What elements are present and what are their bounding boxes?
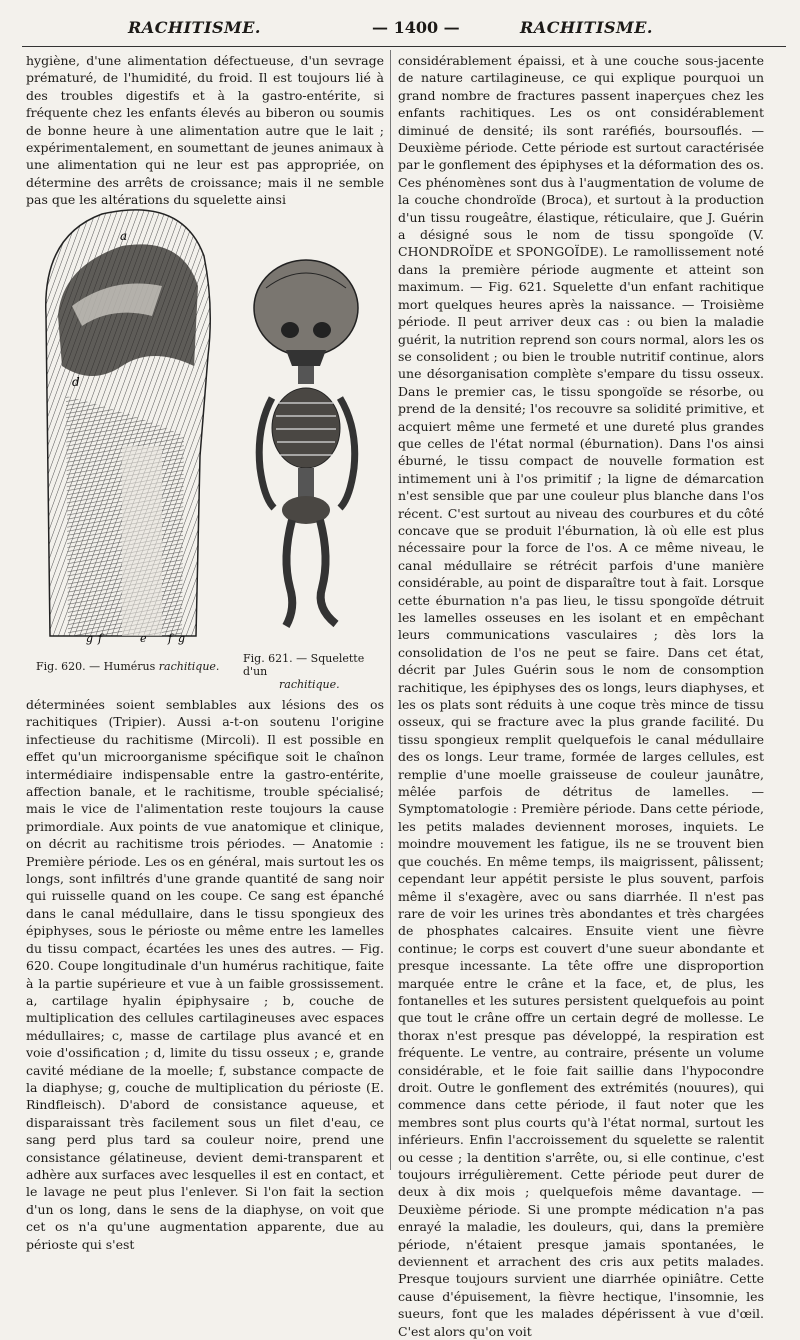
column-divider xyxy=(390,50,391,1170)
column-left-bottom-text xyxy=(26,696,384,1252)
column-right-text xyxy=(398,52,764,1339)
paragraph: considérablement épaissi, et à une couche sous-jacente de nature cartilagineuse, ce qui explique pourquoi un grand nombre de fractures passent inaperçues chez les enfants rachitiques. Les os ont considérablement diminué de densité; ils sont raréfiés, boursouflés. — Deuxième période. Cette période est surtout caractérisée par le gonflement des épiphyses et la déformation des os. Ces phénomènes sont dus à l'augmentation de volume de la couche chondroïde (Broca), et surtout à la production d'un tissu rougeâtre, élastique, réticulaire, que J. Guérin a désigné sous le nom de tissu spongoïde (V. CHONDROÏDE et SPONGOÏDE). Le ramollissement noté dans la première période augmente et atteint son maximum. — Fig. 621. Squelette d'un enfant rachitique mort quelques heures après la naissance. — Troisième période. Il peut arriver deux cas : ou bien la maladie guérit, la nutrition reprend son cours normal, alors les os se consolident ; ou bien le trouble nutritif continue, alors une désorganisation complète s'empare du tissu osseux. Dans le premier cas, le tissu spongoïde se résorbe, ou prend de la densité; l'os recouvre sa solidité primitive, et acquiert même une fermeté et une dureté plus grandes que celles de l'état normal (éburnation). Dans l'os ainsi éburné, le tissu compact de nouvelle formation est intimement uni à l'os primitif ; la ligne de démarcation n'est sensible que par une couleur plus blanche dans l'os récent. C'est surtout au niveau des courbures et du côté concave que se produit l'éburnation, là où elle est plus nécessaire pour la force de l'os. A ce même niveau, le canal médullaire se rétrécit parfois d'une manière considérable, au point de disparaître tout à fait. Lorsque cette éburnation n'a pas lieu, le tissu spongoïde détruit les lamelles osseuses en les isolant et en empêchant leurs communications vasculaires ; dès lors la consolidation de l'os ne peut se faire. Dans cet état, décrit par Jules Guérin sous le nom de consomption rachitique, les épiphyses des os longs, leurs diaphyses, et les os plats sont réduits à une coque très mince de tissu osseux, qui se fracture avec la plus grande facilité. Du tissu spongieux remplit quelquefois le canal médullaire des os longs. Leur trame, formée de larges cellules, est remplie d'une moelle graisseuse de couleur jaunâtre, mêlée parfois de détritus de lamelles. — Symptomatologie : Première période. Dans cette période, les petits malades deviennent moroses, inquiets. Le moindre mouvement les fatigue, ils ne se trouvent bien que couchés. En même temps, ils maigrissent, pâlissent; cependant leur appétit persiste le plus souvent, parfois même il s'exagère, avec ou sans diarrhée. Il n'est pas rare de voir les urines très abondantes et très chargées de phosphates calcaires. Ensuite vient une fièvre continue; le corps est couvert d'une sueur abondante et presque incessante. La tête offre une disproportion marquée entre le crâne et la face, et, de plus, les fontanelles et les sutures persistent quelquefois au point que tout le crâne offre un certain degré de mollesse. Le thorax n'est presque pas développé, la respiration est fréquente. Le ventre, au contraire, présente un volume considérable, et le foie fait saillie dans l'hypocondre droit. Outre le gonflement des extrémités (nouures), qui commence dans cette période, il faut noter que les membres sont plus courts qu'à l'état normal, surtout les inférieurs. Enfin l'accroissement du squelette se ralentit ou cesse ; la dentition s'arrête, ou, si elle continue, c'est toujours irrégulièrement. Cette période peut durer de deux à dix mois ; quelquefois même davantage. — Deuxième période. Si une prompte médication n'a pas enrayé la maladie, les douleurs, qui, dans la première période, n'étaient presque jamais spontanées, le deviennent et arrachent des cris aux petits malades. Presque toujours survient une diarrhée opiniâtre. Cette cause d'épuisement, la fièvre hectique, l'insomnie, les sueurs, font que les malades dépérissent à vue d'œil. C'est alors qu'on voit xyxy=(398,53,764,1339)
label-a: a xyxy=(120,229,128,243)
header-right-title: RACHITISME. xyxy=(520,18,653,37)
label-f2: f xyxy=(168,632,173,645)
label-f: f xyxy=(98,632,103,645)
column-left-top-text xyxy=(26,52,384,208)
paragraph: hygiène, d'une alimentation défectueuse, d'un sevrage prématuré, de l'humidité, du froid. Il est toujours lié à des troubles digestifs et à la gastro-entérite, si fréquente chez les enfants élevés au biberon ou soumis de bonne heure à une alimentation autre que le lait ; expérimentalement, en soumettant de jeunes animaux à une alimentation qui ne leur est pas appropriée, on détermine des arrêts de croissance; mais il ne semble pas que les altérations du squelette ainsi xyxy=(26,53,384,208)
fig621-caption: Fig. 621. — Squelette d'un rachitique. xyxy=(243,652,365,691)
skeleton-figure xyxy=(246,258,370,638)
label-g2: g xyxy=(178,632,186,645)
fig620-caption: Fig. 620. — Humérus rachitique. xyxy=(36,660,220,673)
humerus-figure xyxy=(32,196,214,646)
page-number: — 1400 — xyxy=(372,18,460,37)
header-rule xyxy=(22,46,786,47)
label-e: e xyxy=(140,632,147,645)
header-left-title: RACHITISME. xyxy=(128,18,261,37)
label-g: g xyxy=(86,632,94,645)
running-header xyxy=(20,18,780,48)
paragraph: déterminées soient semblables aux lésions des os rachitiques (Tripier). Aussi a-t-on soutenu l'origine infectieuse du rachitisme (Mircoli). Il est possible en effet qu'un microorganisme spécifique soit le chaînon intermédiaire indispensable entre la gastro-entérite, affection banale, et le rachitisme, trouble spécialisé; mais le vice de l'alimentation reste toujours la cause primordiale. Aux points de vue anatomique et clinique, on décrit au rachitisme trois périodes. — Anatomie : Première période. Les os en général, mais surtout les os longs, sont infiltrés d'une grande quantité de sang noir qui ruisselle quand on les coupe. Ce sang est épanché dans le canal médullaire, dans le tissu spongieux des épiphyses, sous le périoste ou même entre les lamelles du tissu compact, écartées les unes des autres. — Fig. 620. Coupe longitudinale d'un humérus rachitique, faite à la partie supérieure et vue à un faible grossissement. a, cartilage hyalin épiphysaire ; b, couche de multiplication des cellules cartilagineuses avec espaces médullaires; c, masse de cartilage plus avancé et en voie d'ossification ; d, limite du tissu osseux ; e, grande cavité médiane de la moelle; f, substance compacte de la diaphyse; g, couche de multiplication du périoste (E. Rindfleisch). D'abord de consistance aqueuse, et disparaissant très facilement sous un filet d'eau, ce sang perd plus tard sa couleur noire, prend une consistance gélatineuse, devient demi-transparent et adhère aux surfaces avec lesquelles il est en contact, et le lavage ne peut plus l'enlever. Si l'on fait la section d'un os long, dans le sens de la diaphyse, on voit que cet os n'a qu'une augmentation apparente, due au périoste qui s'est xyxy=(26,697,384,1252)
label-d: d xyxy=(72,375,80,389)
